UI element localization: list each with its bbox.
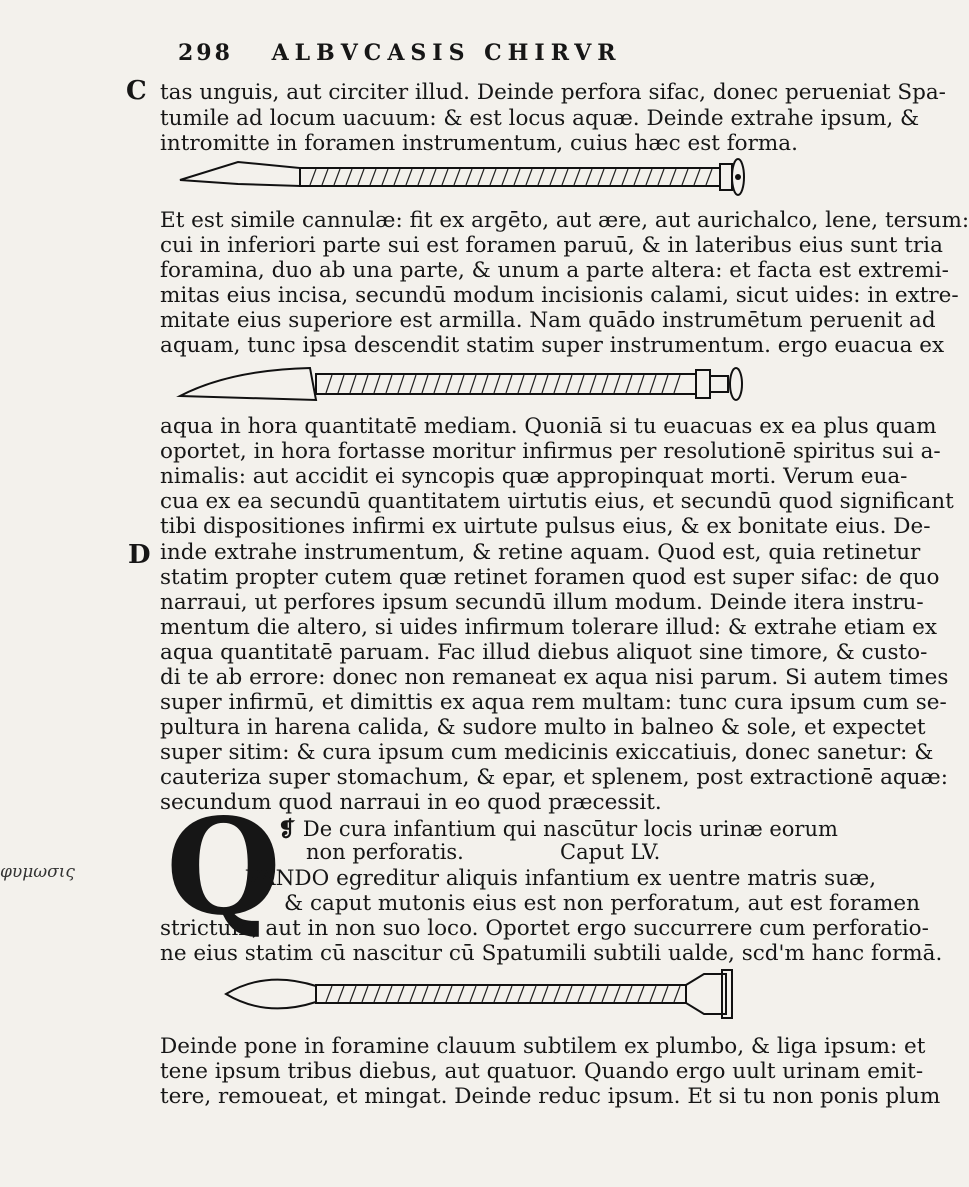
handwritten-marginal-note: φυμωσις — [0, 862, 75, 882]
text-line: mentum die altero, si uides infirmum tolerare illud: & extrahe etiam ex — [160, 615, 937, 640]
folio-number: 298 — [178, 40, 233, 66]
margin-letter-c: C — [126, 76, 147, 106]
blade-cannula-illustration — [180, 360, 760, 410]
spatumile-instrument-illustration — [226, 966, 736, 1022]
text-line: secundum quod narraui in eo quod præcessit. — [160, 790, 662, 815]
text-line: intromitte in foramen instrumentum, cuius hæc est forma. — [160, 131, 798, 156]
text-line: super infirmū, et dimittis ex aqua rem multam: tunc cura ipsum cum se- — [160, 690, 947, 715]
text-line: aquam, tunc ipsa descendit statim super instrumentum. ergo euacua ex — [160, 333, 945, 358]
text-line: cua ex ea secundū quantitatem uirtutis eius, et secundū quod significant — [160, 489, 954, 514]
text-line: super sitim: & cura ipsum cum medicinis exiccatiuis, donec sanetur: & — [160, 740, 934, 765]
pilcrow-icon: ❡ — [278, 816, 303, 841]
text-line: Et est simile cannulæ: fit ex argēto, aut ære, aut aurichalco, lene, tersum: — [160, 208, 969, 233]
chapter-heading-line1: ❡ De cura infantium qui nascūtur locis urinæ eorum — [278, 816, 838, 841]
cannula-instrument-illustration — [180, 152, 750, 200]
margin-letter-d: D — [128, 540, 151, 570]
text-line: cauteriza super stomachum, & epar, et splenem, post extractionē aquæ: — [160, 765, 948, 790]
running-title: ALBVCASIS CHIRVR — [271, 40, 622, 66]
text-line: strictum, aut in non suo loco. Oportet ergo succurrere cum perforatio- — [160, 916, 929, 941]
text-line: aqua quantitatē paruam. Fac illud diebus aliquot sine timore, & custo- — [160, 640, 928, 665]
text-line: mitate eius superiore est armilla. Nam quādo instrumētum peruenit ad — [160, 308, 936, 333]
text-line: cui in inferiori parte sui est foramen paruū, & in lateribus eius sunt tria — [160, 233, 943, 258]
text-line: oportet, in hora fortasse moritur infirmus per resolutionē spiritus sui a- — [160, 439, 941, 464]
text-line: statim propter cutem quæ retinet foramen quod est super sifac: de quo — [160, 565, 940, 590]
text-line: VANDO egreditur aliquis infantium ex uentre matris suæ, — [246, 866, 877, 891]
text-line: tere, remoueat, et mingat. Deinde reduc ipsum. Et si tu non ponis plum — [160, 1084, 941, 1109]
chapter-heading-line2: non perforatis. — [306, 840, 464, 864]
text-line: foramina, duo ab una parte, & unum a parte altera: et facta est extremi- — [160, 258, 949, 283]
chapter-number: Caput LV. — [560, 840, 661, 864]
text-line: tene ipsum tribus diebus, aut quatuor. Quando ergo uult urinam emit- — [160, 1059, 924, 1084]
page-header — [178, 40, 622, 66]
text-line: di te ab errore: donec non remaneat ex aqua nisi parum. Si autem times — [160, 665, 949, 690]
text-line: ne eius statim cū nascitur cū Spatumili subtili ualde, scd'm hanc formā. — [160, 941, 943, 966]
text-line: nimalis: aut accidit ei syncopis quæ appropinquat morti. Verum eua- — [160, 464, 908, 489]
drop-cap: Q — [166, 790, 281, 945]
text-line: tas unguis, aut circiter illud. Deinde perfora sifac, donec perueniat Spa- — [160, 80, 946, 105]
text-line: tibi dispositiones infirmi ex uirtute pulsus eius, & ex bonitate eius. De- — [160, 514, 931, 539]
text-line: & caput mutonis eius est non perforatum, aut est foramen — [284, 891, 920, 916]
text-line: Deinde pone in foramine clauum subtilem ex plumbo, & liga ipsum: et — [160, 1034, 926, 1059]
text-line: narraui, ut perfores ipsum secundū illum modum. Deinde itera instru- — [160, 590, 924, 615]
text-line: mitas eius incisa, secundū modum incisionis calami, sicut uides: in extre- — [160, 283, 959, 308]
text-line: pultura in harena calida, & sudore multo in balneo & sole, et expectet — [160, 715, 926, 740]
text-line: inde extrahe instrumentum, & retine aquam. Quod est, quia retinetur — [160, 540, 921, 565]
text-line: aqua in hora quantitatē mediam. Quoniā si tu euacuas ex ea plus quam — [160, 414, 937, 439]
text-line: tumile ad locum uacuum: & est locus aquæ. Deinde extrahe ipsum, & — [160, 106, 920, 131]
